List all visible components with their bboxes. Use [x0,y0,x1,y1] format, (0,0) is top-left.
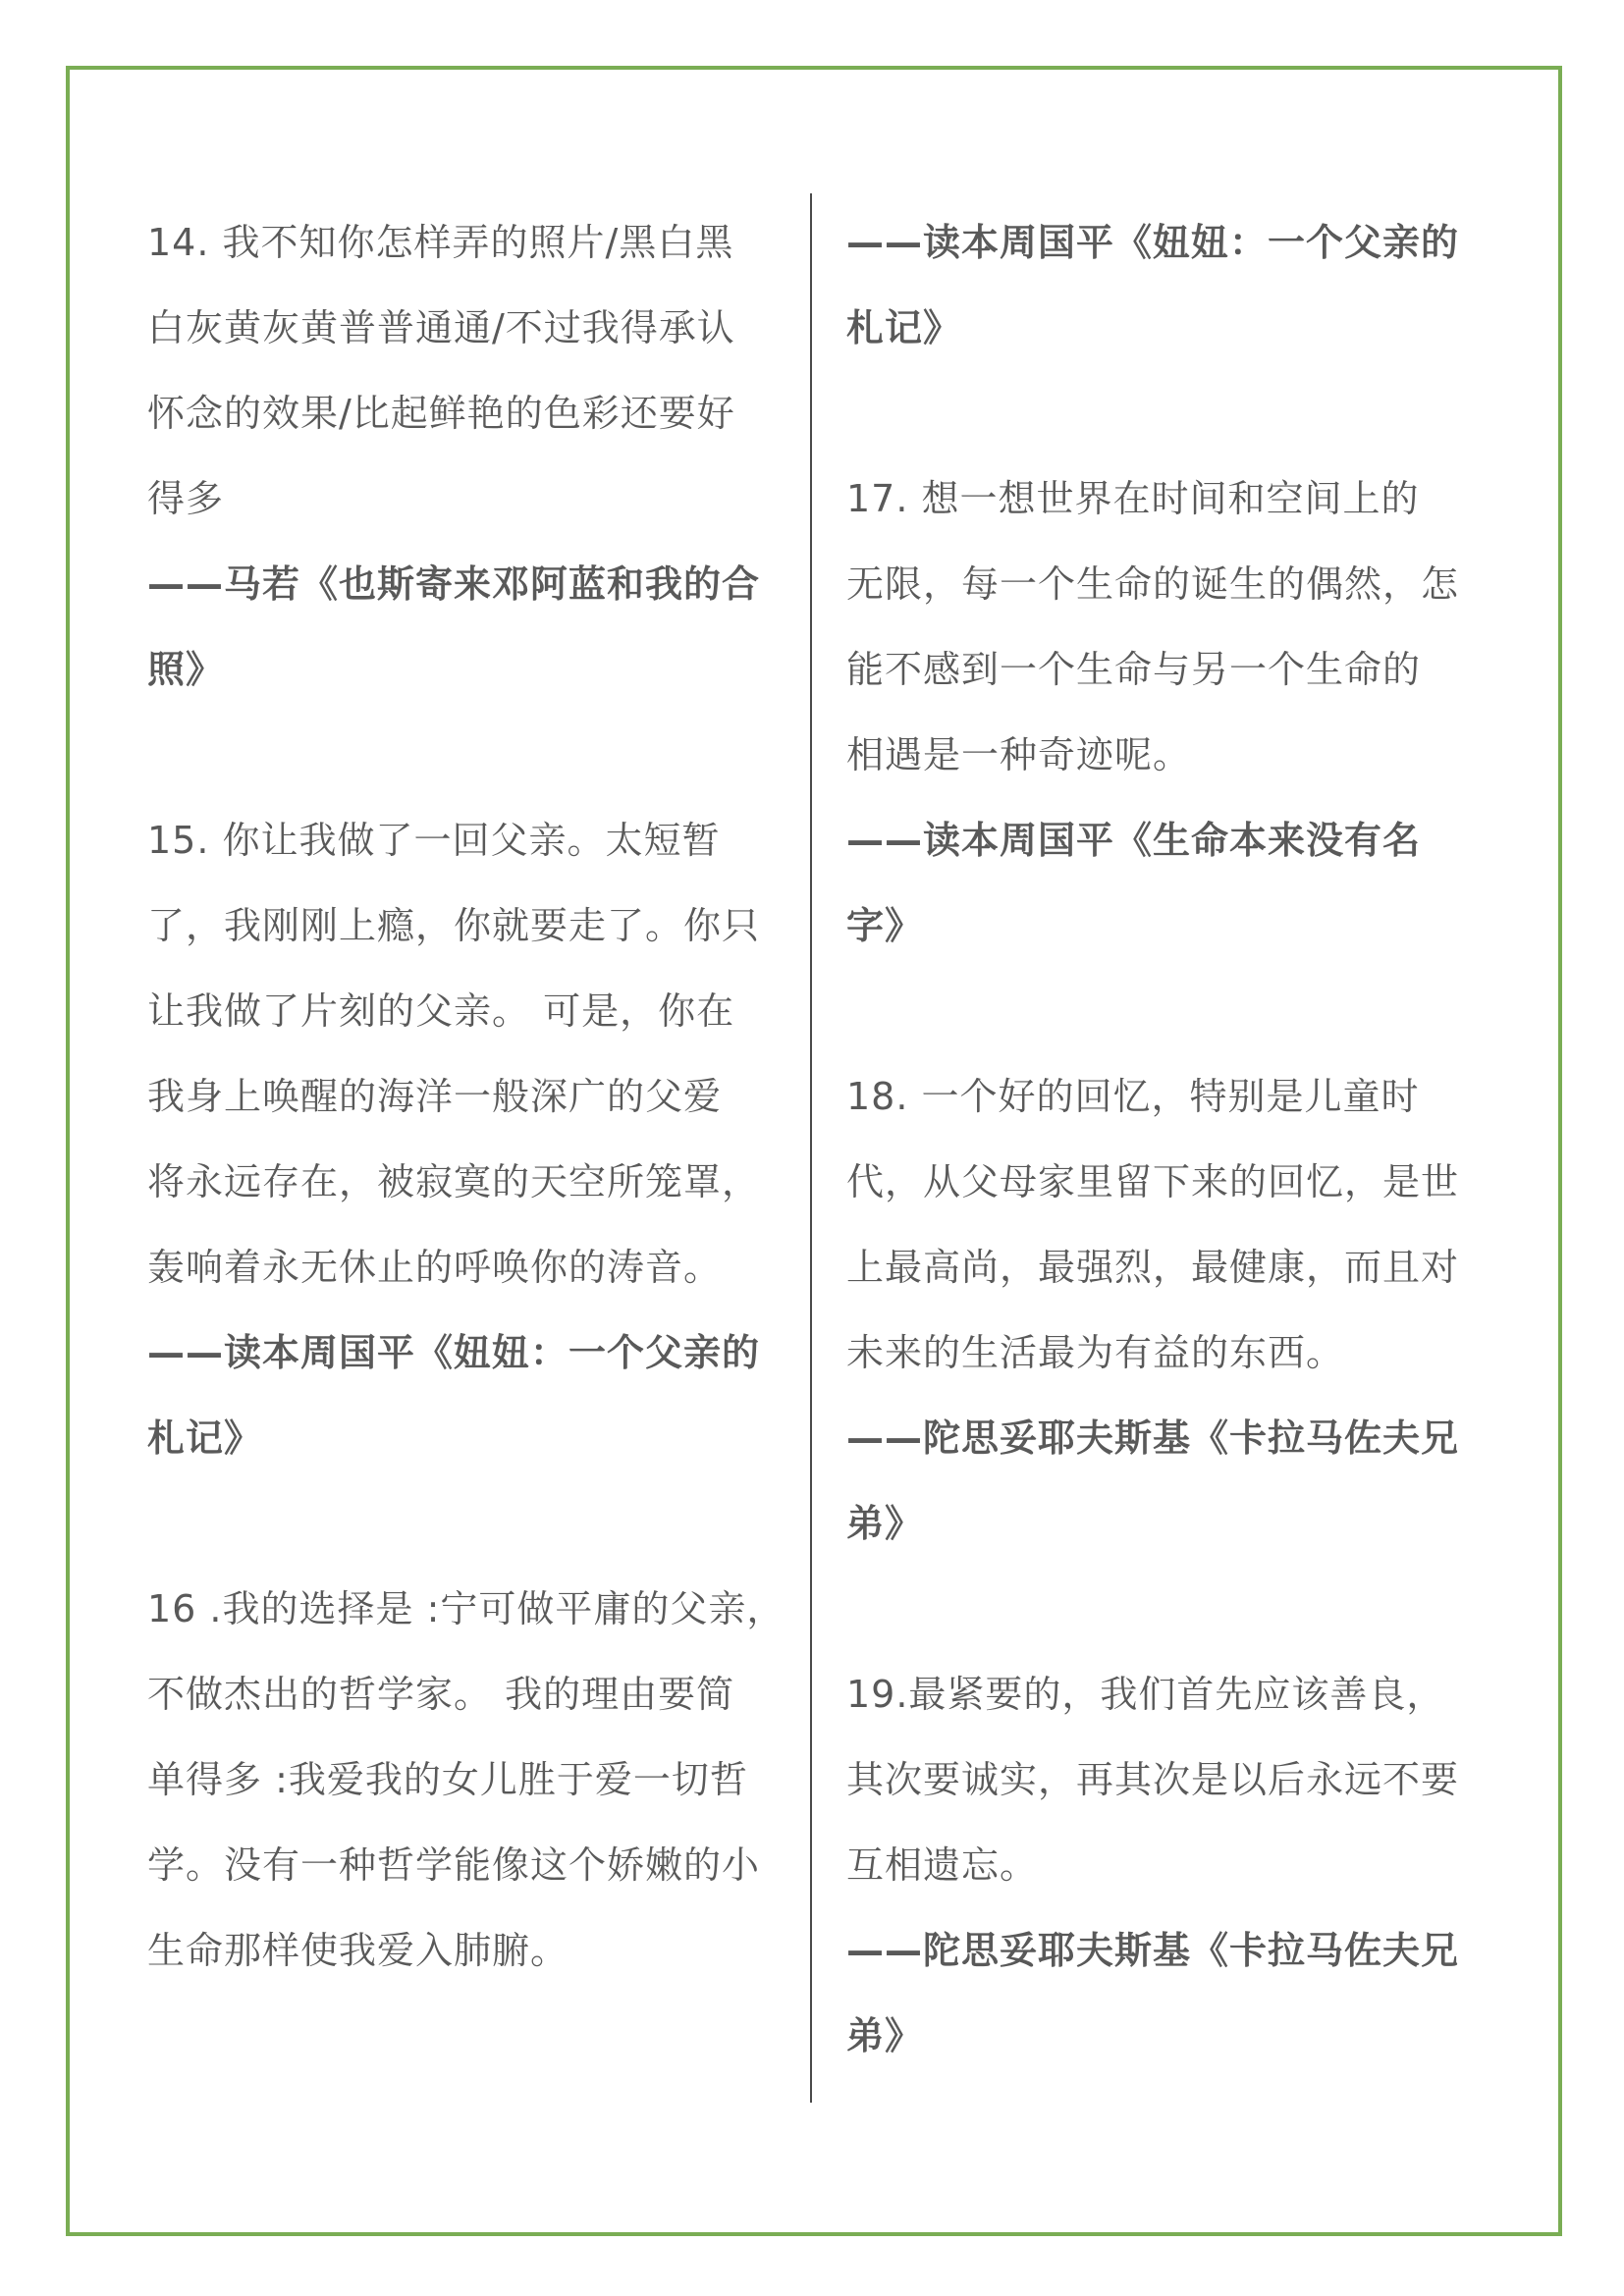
blank-line [846,969,1494,1054]
quote-text-line: 白灰黄灰黄普普通通/不过我得承认 [147,306,735,349]
quote-text-line: 15. 你让我做了一回父亲。太短暂 [147,819,721,862]
quote-text-line: 18. 一个好的回忆，特别是儿童时 [846,1075,1420,1118]
quote-source-line: ——陀思妥耶夫斯基《卡拉马佐夫兄 [846,1929,1460,1972]
quote-source-line: 札记》 [846,306,962,349]
quote-text-line: 17. 想一想世界在时间和空间上的 [846,477,1420,520]
quote-source-line: 照》 [147,648,225,691]
left-column [147,200,795,1994]
quote-text-line: 学。没有一种哲学能像这个娇嫩的小 [147,1843,761,1887]
quote-text-line: 得多 [147,477,225,520]
quote-text-line: 让我做了片刻的父亲。 可是，你在 [147,989,735,1033]
quote-text-line: 单得多 :我爱我的女儿胜于爱一切哲 [147,1758,748,1801]
quote-text-line: 互相遗忘。 [846,1843,1039,1887]
quote-text-line: 未来的生活最为有益的东西。 [846,1331,1345,1374]
blank-line [147,713,795,798]
blank-line [147,1481,795,1567]
quote-text-line: 怀念的效果/比起鲜艳的色彩还要好 [147,392,735,435]
quote-text-line: 其次要诚实，再其次是以后永远不要 [846,1758,1460,1801]
quote-text-line: 轰响着永无休止的呼唤你的涛音。 [147,1246,723,1289]
quote-source-line: ——读本周国平《妞妞：一个父亲的 [846,221,1460,264]
quote-text-line: 能不感到一个生命与另一个生命的 [846,648,1422,691]
quote-text-line: 生命那样使我爱入肺腑。 [147,1929,569,1972]
quote-source-line: 弟》 [846,2014,924,2057]
quote-source-line: 札记》 [147,1416,263,1460]
quote-source-line: 字》 [846,904,924,947]
blank-line [846,1567,1494,1652]
quote-text-line: 我身上唤醒的海洋一般深广的父爱 [147,1075,723,1118]
quote-source-line: 弟》 [846,1502,924,1545]
quote-text-line: 16 .我的选择是 :宁可做平庸的父亲， [147,1587,785,1630]
right-column [846,200,1494,2079]
quote-text-line: 14. 我不知你怎样弄的照片/黑白黑 [147,221,734,264]
quote-text-line: 上最高尚，最强烈，最健康，而且对 [846,1246,1460,1289]
quote-text-line: 相遇是一种奇迹呢。 [846,733,1192,776]
quote-source-line: ——读本周国平《生命本来没有名 [846,819,1422,862]
quote-text-line: 19.最紧要的，我们首先应该善良， [846,1673,1445,1716]
quote-text-line: 无限，每一个生命的诞生的偶然，怎 [846,562,1460,606]
quote-text-line: 了，我刚刚上瘾，你就要走了。你只 [147,904,761,947]
blank-line [846,371,1494,456]
column-divider [810,193,812,2103]
quote-source-line: ——马若《也斯寄来邓阿蓝和我的合 [147,562,761,606]
quote-source-line: ——读本周国平《妞妞：一个父亲的 [147,1331,761,1374]
quote-text-line: 将永远存在，被寂寞的天空所笼罩， [147,1160,761,1203]
quote-text-line: 代，从父母家里留下来的回忆，是世 [846,1160,1460,1203]
quote-text-line: 不做杰出的哲学家。 我的理由要简 [147,1673,735,1716]
quote-source-line: ——陀思妥耶夫斯基《卡拉马佐夫兄 [846,1416,1460,1460]
